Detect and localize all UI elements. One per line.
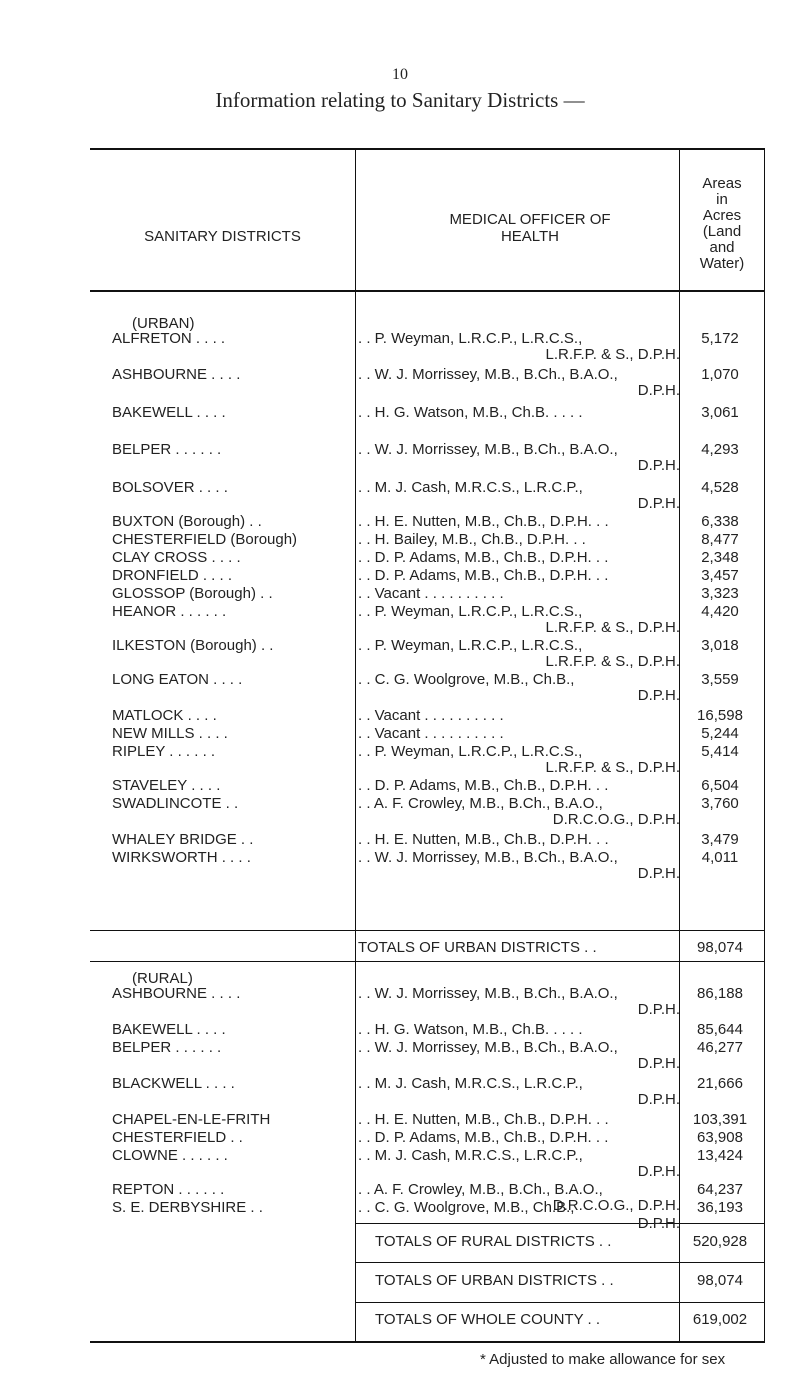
table-top-rule <box>90 148 765 150</box>
area-acres: 4,293 <box>701 441 739 458</box>
district-name: WIRKSWORTH . . . . <box>112 849 251 866</box>
area-acres: 85,644 <box>697 1021 743 1038</box>
district-name: CHESTERFIELD (Borough) <box>112 531 298 548</box>
area-acres: 6,504 <box>701 777 739 794</box>
officer-line: . . A. F. Crowley, M.B., B.Ch., B.A.O., <box>358 1181 603 1198</box>
officer-qualifications: L.R.F.P. & S., D.P.H. <box>545 346 680 363</box>
officer-qualifications: L.R.F.P. & S., D.P.H. <box>545 653 680 670</box>
column-divider-officer <box>355 148 356 1343</box>
district-name: CHAPEL-EN-LE-FRITH <box>112 1111 271 1128</box>
district-name: ALFRETON . . . . <box>112 330 226 347</box>
district-name: STAVELEY . . . . <box>112 777 221 794</box>
page-number: 10 <box>392 66 408 83</box>
area-acres: 1,070 <box>701 366 739 383</box>
officer-qualifications: D.R.C.O.G., D.P.H. <box>552 811 680 828</box>
area-acres: 36,193 <box>697 1199 743 1216</box>
area-acres: 5,172 <box>701 330 739 347</box>
area-acres: 4,420 <box>701 603 739 620</box>
medical-officer <box>358 796 680 828</box>
column-header-district: SANITARY DISTRICTS <box>144 228 301 245</box>
medical-officer <box>358 1112 680 1128</box>
medical-officer <box>358 405 680 421</box>
area-acres: 16,598 <box>697 707 743 724</box>
urban-total-bottom-rule <box>90 961 765 962</box>
area-acres: 63,908 <box>697 1129 743 1146</box>
medical-officer <box>358 744 680 776</box>
urban-grand-total-value: 98,074 <box>697 1272 743 1289</box>
column-header-officer: MEDICAL OFFICER OF HEALTH <box>449 211 611 245</box>
area-acres: 3,760 <box>701 795 739 812</box>
area-header-line: Acres <box>702 207 742 224</box>
district-name: CLOWNE . . . . . . <box>112 1147 228 1164</box>
area-acres: 46,277 <box>697 1039 743 1056</box>
officer-line: . . M. J. Cash, M.R.C.S., L.R.C.P., <box>358 1075 583 1092</box>
officer-line: . . H. Bailey, M.B., Ch.B., D.P.H. . . <box>358 531 586 548</box>
officer-qualifications: D.R.C.O.G., D.P.H. <box>552 1197 680 1214</box>
officer-line: . . W. J. Morrissey, M.B., B.Ch., B.A.O., <box>358 985 618 1002</box>
area-acres: 2,348 <box>701 549 739 566</box>
column-header-area <box>684 176 760 272</box>
urban-total-value: 98,074 <box>697 939 743 956</box>
officer-line: . . C. G. Woolgrove, M.B., Ch.B., <box>358 1199 575 1216</box>
area-acres: 6,338 <box>701 513 739 530</box>
area-acres: 103,391 <box>692 1111 748 1128</box>
district-name: DRONFIELD . . . . <box>112 567 233 584</box>
area-acres: 3,323 <box>701 585 739 602</box>
officer-line: . . Vacant . . . . . . . . . . <box>358 725 504 742</box>
district-name: S. E. DERBYSHIRE . . <box>112 1199 263 1216</box>
officer-line: . . H. G. Watson, M.B., Ch.B. . . . . <box>358 404 583 421</box>
district-name: BELPER . . . . . . <box>112 1039 222 1056</box>
medical-officer <box>358 1130 680 1146</box>
district-name: ASHBOURNE . . . . <box>112 366 241 383</box>
medical-officer <box>358 367 680 399</box>
officer-line: . . M. J. Cash, M.R.C.S., L.R.C.P., <box>358 1147 583 1164</box>
district-name: BAKEWELL . . . . <box>112 404 226 421</box>
county-total-value: 619,002 <box>692 1311 748 1328</box>
medical-officer <box>358 638 680 670</box>
officer-line: . . W. J. Morrissey, M.B., B.Ch., B.A.O., <box>358 441 618 458</box>
medical-officer <box>358 1148 680 1180</box>
rural-total-bottom-rule <box>355 1262 765 1263</box>
officer-qualifications: D.P.H. <box>637 865 680 882</box>
officer-line: . . H. E. Nutten, M.B., Ch.B., D.P.H. . . <box>358 1111 609 1128</box>
officer-qualifications: D.P.H. <box>637 382 680 399</box>
area-acres: 8,477 <box>701 531 739 548</box>
district-name: BLACKWELL . . . . <box>112 1075 235 1092</box>
officer-qualifications: D.P.H. <box>637 495 680 512</box>
medical-officer <box>358 568 680 584</box>
rural-total-value: 520,928 <box>692 1233 748 1250</box>
page-title: Information relating to Sanitary Districts — <box>215 88 585 112</box>
area-acres: 3,061 <box>701 404 739 421</box>
officer-line: . . P. Weyman, L.R.C.P., L.R.C.S., <box>358 603 583 620</box>
district-name: CHESTERFIELD . . <box>112 1129 243 1146</box>
district-name: CLAY CROSS . . . . <box>112 549 241 566</box>
officer-qualifications: D.P.H. <box>637 457 680 474</box>
medical-officer <box>358 850 680 882</box>
area-header-line: (Land <box>702 223 742 240</box>
medical-officer <box>358 604 680 636</box>
area-acres: 21,666 <box>697 1075 743 1092</box>
rural-total-label: TOTALS OF RURAL DISTRICTS . . <box>375 1233 612 1250</box>
area-acres: 4,011 <box>701 849 739 866</box>
table-bottom-rule <box>90 1341 765 1343</box>
district-name: RIPLEY . . . . . . <box>112 743 216 760</box>
medical-officer <box>358 1197 680 1232</box>
district-name: BELPER . . . . . . <box>112 441 222 458</box>
area-acres: 5,244 <box>701 725 739 742</box>
district-name: BUXTON (Borough) . . <box>112 513 262 530</box>
area-header-line: and <box>709 239 735 256</box>
medical-officer <box>358 586 680 602</box>
officer-qualifications: D.P.H. <box>637 687 680 704</box>
medical-officer <box>358 726 680 742</box>
urban-total-top-rule <box>90 930 765 931</box>
area-acres: 13,424 <box>697 1147 743 1164</box>
officer-line: . . P. Weyman, L.R.C.P., L.R.C.S., <box>358 637 583 654</box>
officer-qualifications: D.P.H. <box>637 1091 680 1108</box>
officer-line: . . P. Weyman, L.R.C.P., L.R.C.S., <box>358 330 583 347</box>
officer-qualifications: D.P.H. <box>637 1163 680 1180</box>
medical-officer <box>358 550 680 566</box>
officer-line: . . Vacant . . . . . . . . . . <box>358 585 504 602</box>
area-acres: 64,237 <box>697 1181 743 1198</box>
urban-grand-total-label: TOTALS OF URBAN DISTRICTS . . <box>375 1272 614 1289</box>
medical-officer <box>358 832 680 848</box>
officer-line: . . A. F. Crowley, M.B., B.Ch., B.A.O., <box>358 795 603 812</box>
medical-officer <box>358 672 680 704</box>
area-acres: 3,559 <box>701 671 739 688</box>
officer-qualifications: D.P.H. <box>637 1215 680 1232</box>
officer-qualifications: D.P.H. <box>637 1055 680 1072</box>
county-total-label: TOTALS OF WHOLE COUNTY . . <box>375 1311 601 1328</box>
area-acres: 4,528 <box>701 479 739 496</box>
district-name: HEANOR . . . . . . <box>112 603 227 620</box>
medical-officer <box>358 331 680 363</box>
urban-heading: (URBAN) <box>132 315 195 332</box>
area-acres: 86,188 <box>697 985 743 1002</box>
officer-line: . . H. G. Watson, M.B., Ch.B. . . . . <box>358 1021 583 1038</box>
officer-line: . . W. J. Morrissey, M.B., B.Ch., B.A.O., <box>358 849 618 866</box>
area-header-line: Water) <box>699 255 745 272</box>
district-name: BOLSOVER . . . . <box>112 479 228 496</box>
medical-officer <box>358 986 680 1018</box>
officer-line: . . W. J. Morrissey, M.B., B.Ch., B.A.O., <box>358 366 618 383</box>
district-name: LONG EATON . . . . <box>112 671 243 688</box>
medical-officer <box>358 442 680 474</box>
officer-qualifications: L.R.F.P. & S., D.P.H. <box>545 619 680 636</box>
area-header-line: Areas <box>702 175 742 192</box>
district-name: WHALEY BRIDGE . . <box>112 831 254 848</box>
header-bottom-rule <box>90 290 765 292</box>
officer-qualifications: L.R.F.P. & S., D.P.H. <box>545 759 680 776</box>
district-name: MATLOCK . . . . <box>112 707 217 724</box>
officer-line: . . C. G. Woolgrove, M.B., Ch.B., <box>358 671 575 688</box>
district-name: ASHBOURNE . . . . <box>112 985 241 1002</box>
area-acres: 3,457 <box>701 567 739 584</box>
officer-line: . . D. P. Adams, M.B., Ch.B., D.P.H. . . <box>358 777 609 794</box>
area-acres: 3,018 <box>701 637 739 654</box>
district-name: ILKESTON (Borough) . . <box>112 637 274 654</box>
area-acres: 5,414 <box>701 743 739 760</box>
district-name: BAKEWELL . . . . <box>112 1021 226 1038</box>
officer-qualifications: D.P.H. <box>637 1001 680 1018</box>
urban-total-label: TOTALS OF URBAN DISTRICTS . . <box>358 939 597 956</box>
officer-line: . . M. J. Cash, M.R.C.S., L.R.C.P., <box>358 479 583 496</box>
medical-officer <box>358 708 680 724</box>
medical-officer <box>358 778 680 794</box>
officer-line: . . Vacant . . . . . . . . . . <box>358 707 504 724</box>
medical-officer <box>358 514 680 530</box>
district-name: GLOSSOP (Borough) . . <box>112 585 273 602</box>
area-header-line: in <box>716 191 728 208</box>
table-right-rule <box>764 148 765 1343</box>
medical-officer <box>358 480 680 512</box>
medical-officer <box>358 1022 680 1038</box>
officer-line: . . D. P. Adams, M.B., Ch.B., D.P.H. . . <box>358 549 609 566</box>
district-name: REPTON . . . . . . <box>112 1181 225 1198</box>
officer-line: . . D. P. Adams, M.B., Ch.B., D.P.H. . . <box>358 567 609 584</box>
footnote: * Adjusted to make allowance for sex <box>480 1351 726 1368</box>
district-name: SWADLINCOTE . . <box>112 795 239 812</box>
officer-line: . . H. E. Nutten, M.B., Ch.B., D.P.H. . . <box>358 831 609 848</box>
officer-line: . . H. E. Nutten, M.B., Ch.B., D.P.H. . . <box>358 513 609 530</box>
medical-officer <box>358 532 680 548</box>
rural-heading: (RURAL) <box>132 970 193 987</box>
officer-line: . . D. P. Adams, M.B., Ch.B., D.P.H. . . <box>358 1129 609 1146</box>
area-acres: 3,479 <box>701 831 739 848</box>
urban-grand-bottom-rule <box>355 1302 765 1303</box>
medical-officer <box>358 1040 680 1072</box>
officer-line: . . P. Weyman, L.R.C.P., L.R.C.S., <box>358 743 583 760</box>
district-name: NEW MILLS . . . . <box>112 725 228 742</box>
medical-officer <box>358 1076 680 1108</box>
officer-line: . . W. J. Morrissey, M.B., B.Ch., B.A.O., <box>358 1039 618 1056</box>
